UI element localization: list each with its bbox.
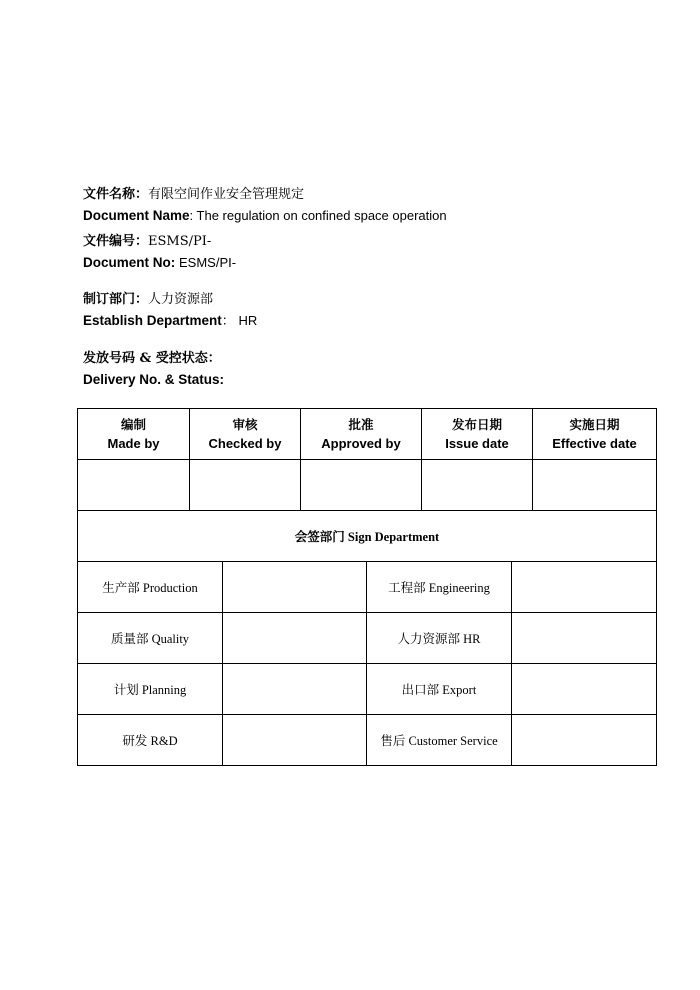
document-name-en-sep: :: [189, 208, 197, 223]
department-en-value: HR: [238, 313, 258, 328]
issue-date-header: 发布日期 Issue date: [422, 409, 533, 460]
planning-label: 计划 Planning: [78, 664, 223, 715]
document-name-zh-label: 文件名称：: [83, 187, 149, 202]
table-row: [78, 715, 657, 766]
department-zh-value: 人力资源部: [148, 292, 214, 307]
table-row: [78, 613, 657, 664]
rnd-sign-cell[interactable]: [223, 715, 367, 766]
establish-department-field: [83, 291, 257, 330]
sign-department-title-row: [78, 511, 657, 562]
engineering-sign-cell[interactable]: [512, 562, 657, 613]
export-label: 出口部 Export: [367, 664, 512, 715]
effective-date-header: 实施日期 Effective date: [533, 409, 657, 460]
document-name-en-label: Document Name: [83, 208, 190, 223]
checked-by-header: 审核 Checked by: [190, 409, 301, 460]
document-name-en-value: The regulation on confined space operation: [196, 208, 447, 223]
approved-by-header: 批准 Approved by: [301, 409, 422, 460]
department-en-sep: ：: [221, 313, 235, 328]
sign-department-table: [77, 510, 657, 766]
hr-sign-cell[interactable]: [512, 613, 657, 664]
made-by-cell[interactable]: [78, 460, 190, 511]
department-en-label: Establish Department: [83, 313, 222, 328]
document-name-field: [83, 186, 447, 225]
delivery-status-field: [83, 350, 224, 389]
document-name-zh-value: 有限空间作业安全管理规定: [148, 187, 305, 202]
approval-value-row: [78, 460, 657, 511]
table-row: [78, 664, 657, 715]
approval-header-row: [78, 409, 657, 460]
delivery-en-label: Delivery No. & Status:: [83, 372, 225, 387]
export-sign-cell[interactable]: [512, 664, 657, 715]
engineering-label: 工程部 Engineering: [367, 562, 512, 613]
sign-department-title: 会签部门 Sign Department: [78, 511, 657, 562]
quality-label: 质量部 Quality: [78, 613, 223, 664]
hr-label: 人力资源部 HR: [367, 613, 512, 664]
document-no-field: [83, 233, 236, 272]
production-label: 生产部 Production: [78, 562, 223, 613]
document-no-en-value: ESMS/PI-: [179, 255, 237, 270]
quality-sign-cell[interactable]: [223, 613, 367, 664]
approved-by-cell[interactable]: [301, 460, 422, 511]
issue-date-cell[interactable]: [422, 460, 533, 511]
planning-sign-cell[interactable]: [223, 664, 367, 715]
production-sign-cell[interactable]: [223, 562, 367, 613]
customer-service-sign-cell[interactable]: [512, 715, 657, 766]
customer-service-label: 售后 Customer Service: [367, 715, 512, 766]
effective-date-cell[interactable]: [533, 460, 657, 511]
department-zh-label: 制订部门：: [83, 292, 149, 307]
checked-by-cell[interactable]: [190, 460, 301, 511]
made-by-header: 编制 Made by: [78, 409, 190, 460]
document-no-en-label: Document No:: [83, 255, 179, 270]
delivery-zh-label: 发放号码 & 受控状态：: [83, 351, 221, 366]
table-row: [78, 562, 657, 613]
document-no-zh-label: 文件编号：: [83, 234, 149, 249]
document-no-zh-value: ESMS/PI-: [148, 234, 212, 249]
rnd-label: 研发 R&D: [78, 715, 223, 766]
approval-table: [77, 408, 657, 511]
